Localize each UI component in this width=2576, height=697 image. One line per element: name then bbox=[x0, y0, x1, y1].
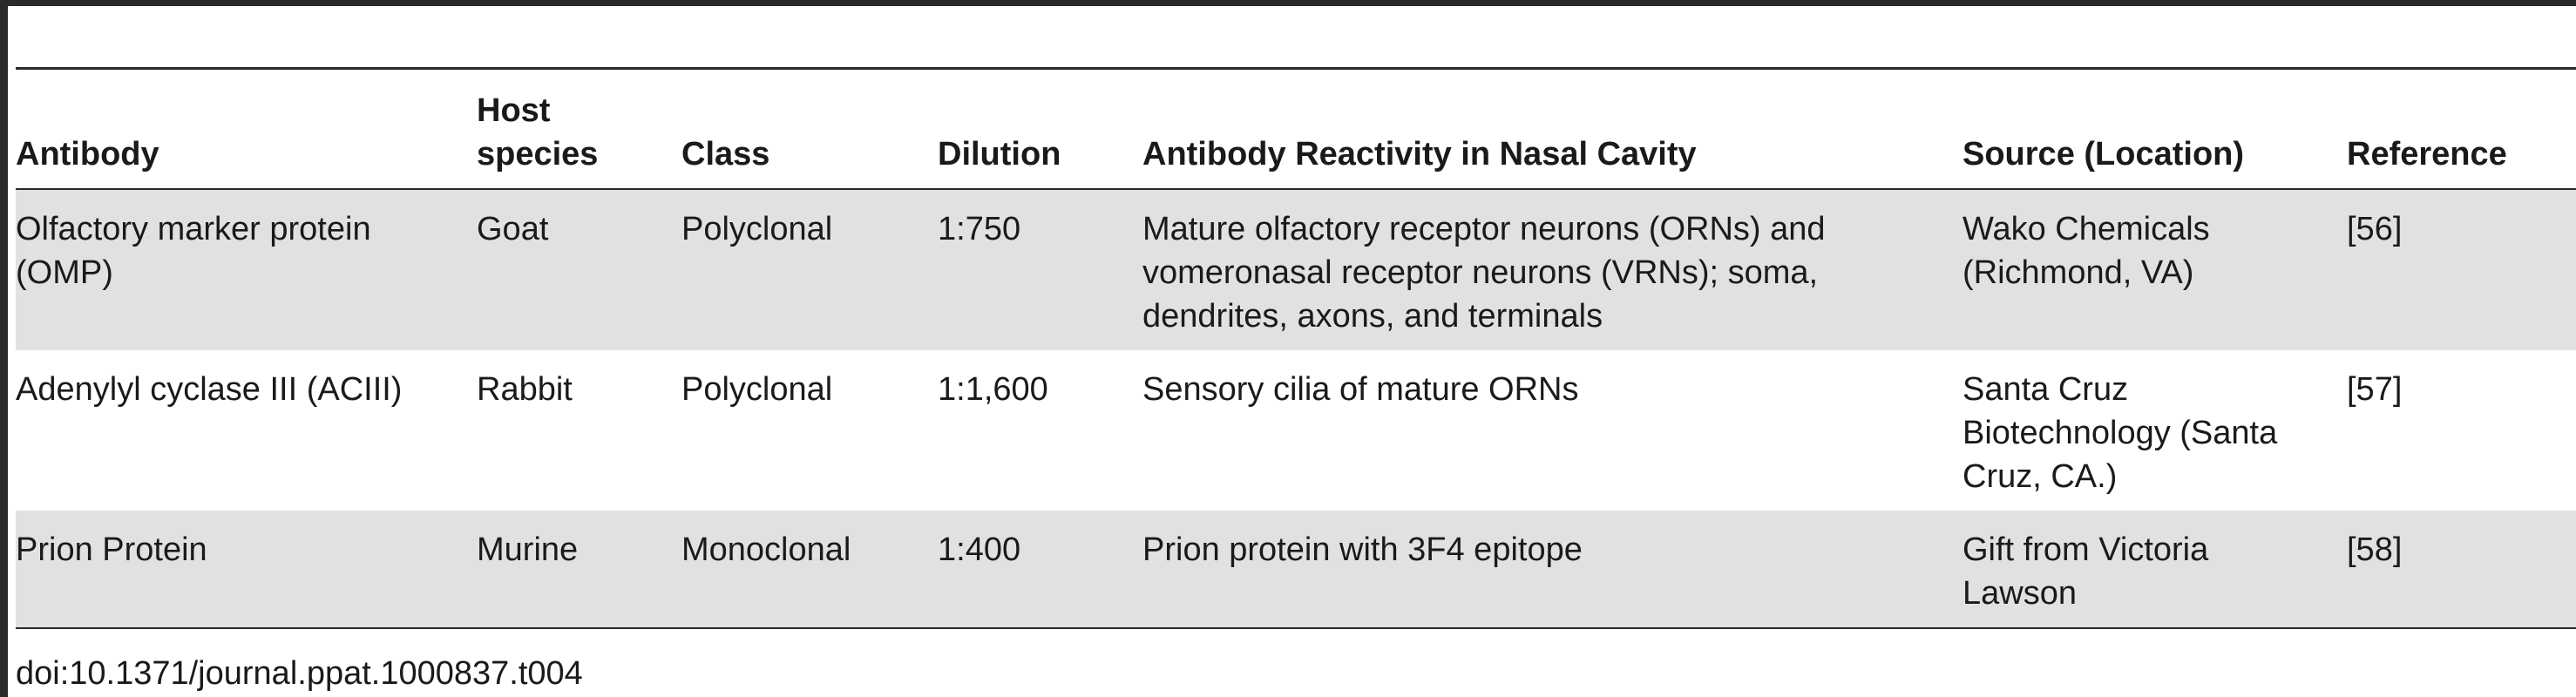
cell-reference: [56] bbox=[2347, 189, 2576, 350]
cell-class: Monoclonal bbox=[681, 511, 938, 628]
cell-antibody: Adenylyl cyclase III (ACIII) bbox=[16, 371, 403, 408]
table-row bbox=[16, 350, 2576, 511]
header-host-species: Host species bbox=[477, 92, 599, 173]
doi-citation: doi:10.1371/journal.ppat.1000837.t004 bbox=[16, 655, 583, 692]
cell-source: Santa Cruz Biotechnology (Santa Cruz, CA.) bbox=[1963, 371, 2278, 495]
header-reactivity: Antibody Reactivity in Nasal Cavity bbox=[1142, 136, 1697, 173]
cell-host: Murine bbox=[477, 511, 681, 628]
table-body bbox=[16, 189, 2576, 628]
header-source: Source (Location) bbox=[1963, 136, 2245, 173]
table-row bbox=[16, 189, 2576, 350]
cell-dilution: 1:400 bbox=[938, 511, 1142, 628]
left-border-rule bbox=[0, 0, 8, 697]
cell-reference: [57] bbox=[2347, 371, 2403, 408]
header-dilution: Dilution bbox=[938, 136, 1061, 173]
cell-source: Wako Chemicals (Richmond, VA) bbox=[1963, 189, 2347, 350]
cell-dilution: 1:750 bbox=[938, 189, 1142, 350]
antibody-table bbox=[16, 67, 2576, 629]
cell-reactivity: Mature olfactory receptor neurons (ORNs) and vomeronasal receptor neurons (VRNs); soma, dendrites, axons, and terminals bbox=[1142, 189, 1963, 350]
cell-source: Gift from Victoria Lawson bbox=[1963, 511, 2347, 628]
cell-reactivity: Sensory cilia of mature ORNs bbox=[1142, 371, 1579, 408]
cell-class: Polyclonal bbox=[681, 189, 938, 350]
cell-reference: [58] bbox=[2347, 511, 2576, 628]
cell-reactivity: Prion protein with 3F4 epitope bbox=[1142, 511, 1963, 628]
cell-antibody: Prion Protein bbox=[16, 511, 477, 628]
header-row bbox=[16, 69, 2576, 190]
header-class: Class bbox=[681, 136, 770, 173]
cell-dilution: 1:1,600 bbox=[938, 371, 1048, 408]
cell-antibody: Olfactory marker protein (OMP) bbox=[16, 189, 477, 350]
header-antibody: Antibody bbox=[16, 136, 159, 173]
table-header bbox=[16, 69, 2576, 190]
cell-host: Goat bbox=[477, 189, 681, 350]
header-reference: Reference bbox=[2347, 136, 2507, 173]
cell-class: Polyclonal bbox=[681, 371, 833, 408]
cell-host: Rabbit bbox=[477, 371, 573, 408]
top-border-rule bbox=[0, 0, 2576, 6]
antibody-table-container bbox=[16, 67, 2576, 629]
table-row bbox=[16, 511, 2576, 628]
